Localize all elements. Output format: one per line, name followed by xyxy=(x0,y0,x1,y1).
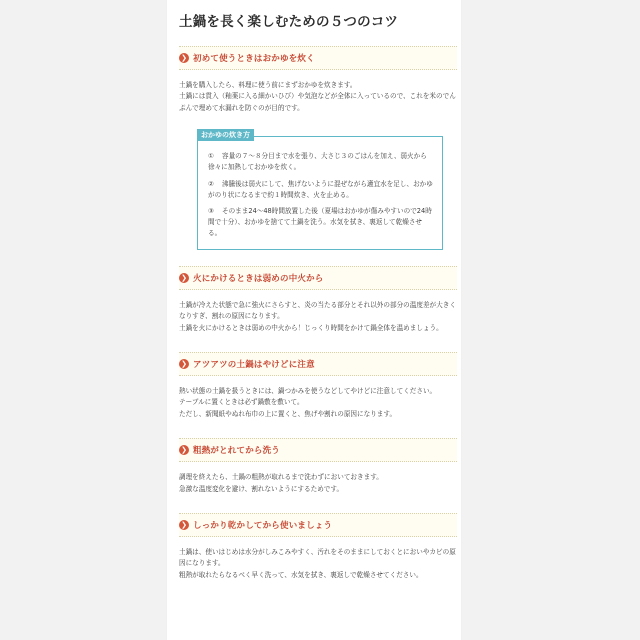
paragraph: ただし、新聞紙やぬれ布巾の上に置くと、焦げや割れの原因になります。 xyxy=(179,409,397,418)
paragraph: 調理を終えたら、土鍋の粗熱が取れるまで洗わずにおいておきます。 xyxy=(179,473,383,482)
step-number: ② xyxy=(208,179,214,188)
section-body-1 xyxy=(179,80,457,114)
step-number: ① xyxy=(208,152,214,161)
paragraph: 急激な温度変化を避け、割れないようにするためです。 xyxy=(179,484,344,493)
chevron-right-icon: ❯ xyxy=(179,445,189,455)
paragraph: テーブルに置くときは必ず鍋敷を敷いて。 xyxy=(179,398,304,407)
paragraph: 粗熱が取れたらなるべく早く洗って、水気を拭き、裏返しで乾燥させてください。 xyxy=(179,570,423,579)
section-heading-3 xyxy=(179,352,457,376)
chevron-right-icon: ❯ xyxy=(179,359,189,369)
page-title: 土鍋を長く楽しむための５つのコツ xyxy=(179,14,399,30)
section-heading-2 xyxy=(179,266,457,290)
step-text: そのまま24〜48時間放置した後（夏場はおかゆが傷みやすいので24時間で十分）、おかゆを捨てて土鍋を洗う。水気を拭き、裏返して乾燥させる。 xyxy=(208,207,432,237)
section-heading-4 xyxy=(179,438,457,462)
section-body-5 xyxy=(179,547,457,581)
paragraph: 土鍋は、使いはじめは水分がしみこみやすく、汚れをそのままにしておくとにおいやカビの原因になります。 xyxy=(179,548,456,568)
paragraph: 土鍋が冷えた状態で急に強火にさらすと、炎の当たる部分とそれ以外の部分の温度差が大きくなりすぎ、割れの原因になります。 xyxy=(179,300,456,321)
section-body-3 xyxy=(179,386,457,420)
paragraph: 土鍋には貫入（釉薬に入る細かいひび）や気泡などが全体に入っているので、これを米のでんぷんで埋めて水漏れを防ぐのが目的です。 xyxy=(179,92,456,112)
section-heading-text: アツアツの土鍋はやけどに注意 xyxy=(193,360,315,371)
paragraph: 熱い状態の土鍋を扱うときには、鍋つかみを使うなどしてやけどに注意してください。 xyxy=(179,387,437,396)
section-heading-text: しっかり乾かしてから使いましょう xyxy=(193,521,333,532)
howto-step-3 xyxy=(208,206,434,238)
howto-label: おかゆの炊き方 xyxy=(197,129,254,141)
chevron-right-icon: ❯ xyxy=(179,273,189,283)
paragraph: 土鍋を火にかけるときは弱めの中火から！じっくり時間をかけて鍋全体を温めましょう。 xyxy=(179,323,443,332)
section-heading-5 xyxy=(179,513,457,537)
howto-step-2 xyxy=(208,179,434,201)
section-heading-text: 粗熱がとれてから洗う xyxy=(193,446,281,457)
chevron-right-icon: ❯ xyxy=(179,520,189,530)
section-heading-1 xyxy=(179,46,457,70)
section-body-2 xyxy=(179,300,457,334)
step-text: 沸騰後は弱火にして、焦げないように混ぜながら適宜水を足し、おかゆがのり状になるまで約１時間炊き、火を止める。 xyxy=(208,179,433,199)
article-page xyxy=(167,0,461,640)
section-heading-text: 火にかけるときは弱めの中火から xyxy=(193,273,324,284)
section-heading-text: 初めて使うときはおかゆを炊く xyxy=(193,54,315,64)
paragraph: 土鍋を購入したら、料理に使う前にまずおかゆを炊きます。 xyxy=(179,81,357,89)
howto-step-1 xyxy=(208,151,434,173)
chevron-right-icon: ❯ xyxy=(179,53,189,63)
step-number: ③ xyxy=(208,207,214,216)
step-text: 容量の７〜８分目まで水を張り、大さじ３のごはんを加え、弱火から徐々に加熱しておかゆを炊く。 xyxy=(208,152,427,172)
howto-box xyxy=(197,131,443,250)
section-body-4 xyxy=(179,472,457,495)
